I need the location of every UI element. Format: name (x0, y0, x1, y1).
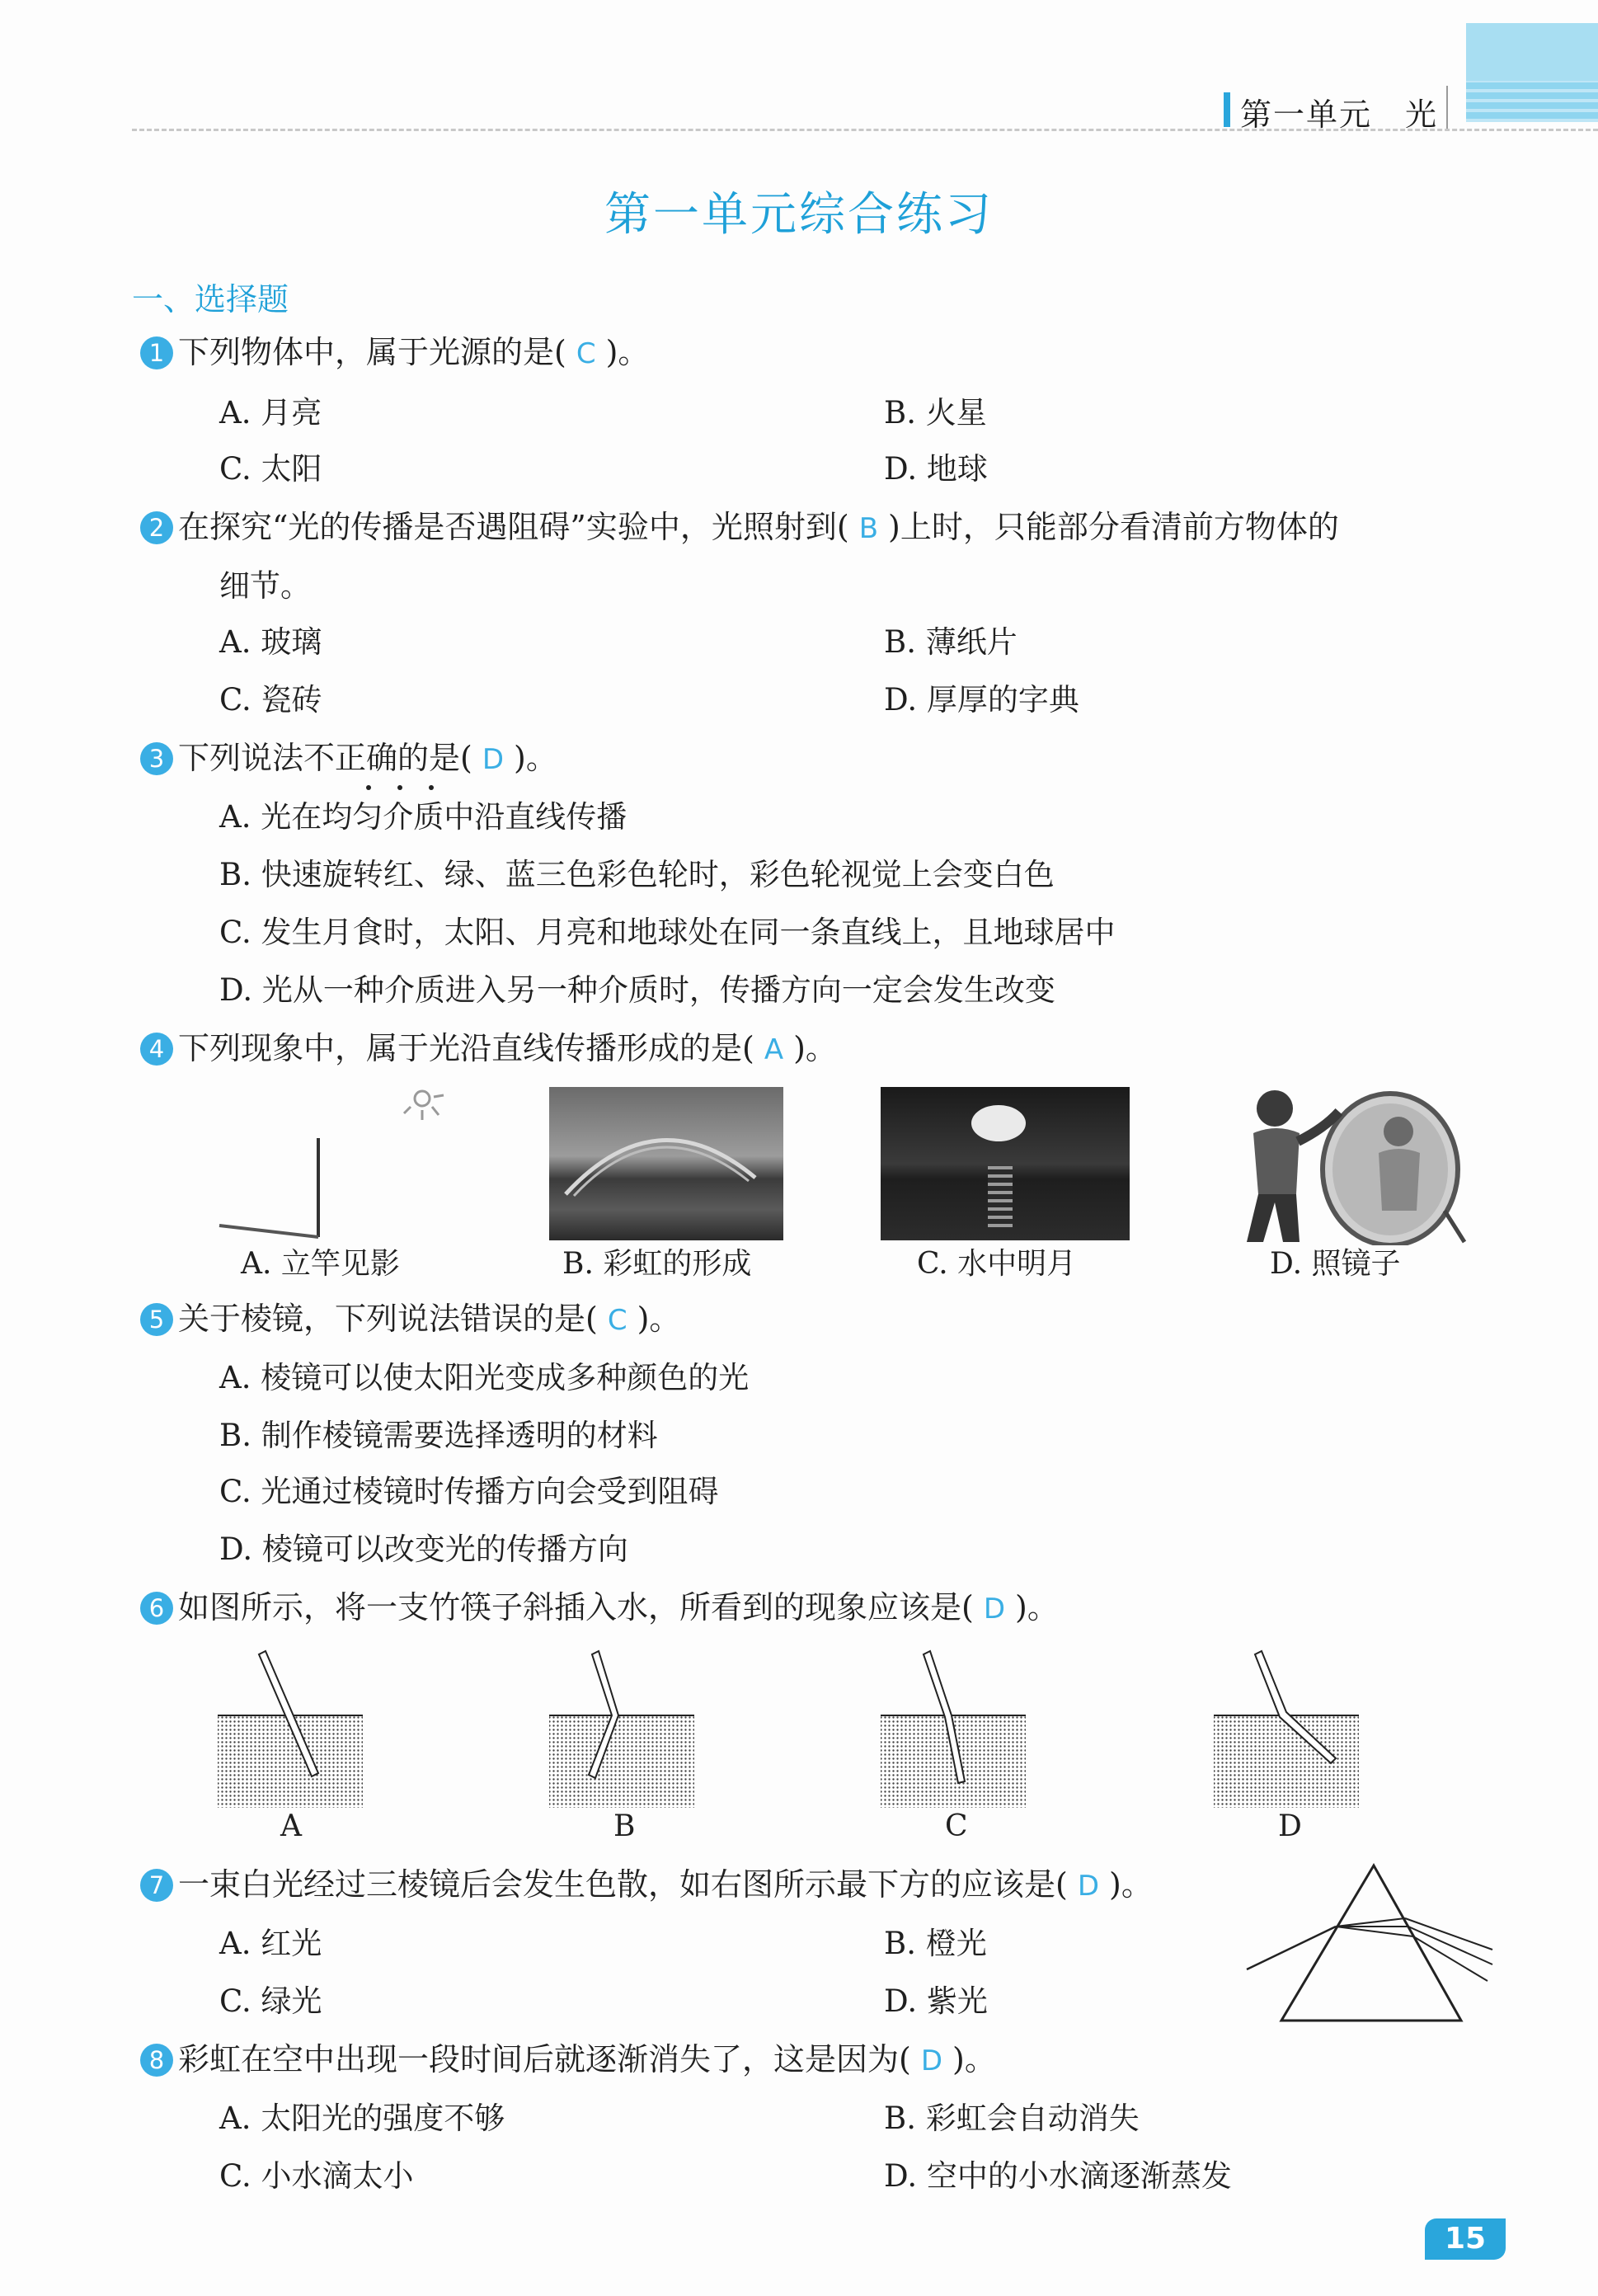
option: A. 光在均匀介质中沿直线传播 (219, 799, 627, 835)
option: D. 厚厚的字典 (884, 682, 1079, 718)
prism-diagram (1243, 1859, 1499, 2024)
question-text-end: )。 (1015, 1589, 1059, 1626)
answer: B (858, 512, 879, 545)
option: C. 发生月食时，太阳、月亮和地球处在同一条直线上，且地球居中 (219, 915, 1116, 950)
option: D. 地球 (884, 451, 988, 487)
question-4 (148, 1029, 837, 1069)
question-number: 5 (140, 1303, 173, 1336)
option: B. 火星 (884, 395, 987, 430)
option: C. 光通过棱镜时传播方向会受到阻碍 (219, 1474, 719, 1509)
question-3 (148, 739, 557, 779)
option: B. 制作棱镜需要选择透明的材料 (219, 1418, 658, 1453)
unit-separator (1446, 86, 1448, 129)
picture-caption: D. 照镜子 (1270, 1247, 1401, 1281)
option: A. 棱镜可以使太阳光变成多种颜色的光 (219, 1360, 750, 1395)
chopstick-diagram-b (548, 1649, 699, 1811)
sun-icon (415, 1091, 430, 1106)
option: B. 彩虹会自动消失 (884, 2101, 1140, 2136)
question-text-line2: 细节。 (219, 568, 311, 604)
question-number: 7 (140, 1869, 173, 1902)
section-heading: 一、选择题 (132, 281, 289, 318)
question-text: 如图所示，将一支竹筷子斜插入水，所看到的现象应该是( (178, 1589, 974, 1626)
unit-label: 第一单元 光 (1240, 96, 1439, 133)
question-number: 8 (140, 2044, 173, 2077)
question-number: 3 (140, 742, 173, 775)
option: D. 棱镜可以改变光的传播方向 (219, 1531, 628, 1567)
question-6 (148, 1588, 1059, 1628)
question-1 (148, 333, 650, 373)
option: D. 空中的小水滴逐渐蒸发 (884, 2158, 1232, 2194)
option: D. 紫光 (884, 1983, 988, 2019)
option: A. 红光 (219, 1926, 322, 1961)
question-text: 关于棱镜，下列说法错误的是( (178, 1301, 598, 1337)
question-text: 在探究“光的传播是否遇阻碍”实验中，光照射到( (178, 509, 849, 545)
picture-caption: C. 水中明月 (917, 1247, 1077, 1281)
option: A. 玻璃 (219, 624, 322, 660)
chopstick-diagram-c (879, 1649, 1031, 1811)
question-number: 1 (140, 336, 173, 369)
diagram-label: D (1278, 1809, 1302, 1843)
question-number: 6 (140, 1592, 173, 1625)
answer: D (1077, 1870, 1100, 1903)
page-title: 第一单元综合练习 (604, 188, 994, 242)
question-text: 下列物体中，属于光源的是( (178, 334, 566, 370)
corner-decoration-top (1466, 23, 1598, 81)
question-8 (148, 2040, 996, 2080)
option: C. 绿光 (219, 1983, 322, 2019)
answer: D (983, 1593, 1006, 1626)
diagram-label: C (945, 1809, 968, 1843)
moon-water-photo (881, 1087, 1130, 1240)
picture-caption: B. 彩虹的形成 (562, 1247, 752, 1281)
chopstick-diagram-a (216, 1649, 368, 1811)
question-text: 一束白光经过三棱镜后会发生色散，如右图所示最下方的应该是( (178, 1866, 1068, 1903)
chopstick-diagram-d (1212, 1649, 1364, 1811)
page-number: 15 (1425, 2218, 1506, 2260)
option: B. 橙光 (884, 1926, 987, 1961)
question-text-end: )。 (605, 334, 650, 370)
question-5 (148, 1300, 681, 1339)
rainbow-photo (549, 1087, 783, 1240)
answer: D (482, 743, 505, 776)
option: A. 月亮 (219, 395, 322, 430)
question-text-end: )。 (637, 1301, 681, 1337)
option: A. 太阳光的强度不够 (219, 2101, 505, 2136)
question-text-end: )。 (1109, 1866, 1153, 1903)
question-text: 彩虹在空中出现一段时间后就逐渐消失了，这是因为( (178, 2041, 911, 2077)
question-2 (148, 508, 1339, 548)
answer: C (607, 1304, 627, 1337)
option: B. 薄纸片 (884, 624, 1018, 660)
option: C. 太阳 (219, 451, 322, 487)
answer: D (920, 2044, 943, 2077)
diagram-label: A (280, 1809, 302, 1843)
answer: A (764, 1033, 784, 1066)
pole-shadow-diagram (214, 1087, 454, 1244)
emphasis-dots (363, 785, 445, 793)
mirror-photo (1217, 1087, 1473, 1245)
diagram-label: B (613, 1809, 636, 1843)
question-number: 4 (140, 1033, 173, 1066)
answer: C (576, 337, 596, 370)
question-text-end: )。 (952, 2041, 996, 2077)
question-text: 下列说法不正确的是( (178, 740, 472, 776)
option: D. 光从一种介质进入另一种介质时，传播方向一定会发生改变 (219, 972, 1055, 1008)
question-text: 下列现象中，属于光沿直线传播形成的是( (178, 1030, 754, 1066)
question-number: 2 (140, 511, 173, 544)
picture-caption: A. 立竿见影 (241, 1247, 400, 1281)
question-text-end: )上时，只能部分看清前方物体的 (888, 509, 1339, 545)
question-text-end: )。 (793, 1030, 837, 1066)
question-text-end: )。 (514, 740, 557, 776)
unit-marker (1224, 92, 1230, 127)
option: C. 瓷砖 (219, 682, 322, 718)
option: B. 快速旋转红、绿、蓝三色彩色轮时，彩色轮视觉上会变白色 (219, 857, 1055, 892)
question-7 (148, 1866, 1153, 1905)
option: C. 小水滴太小 (219, 2158, 414, 2194)
